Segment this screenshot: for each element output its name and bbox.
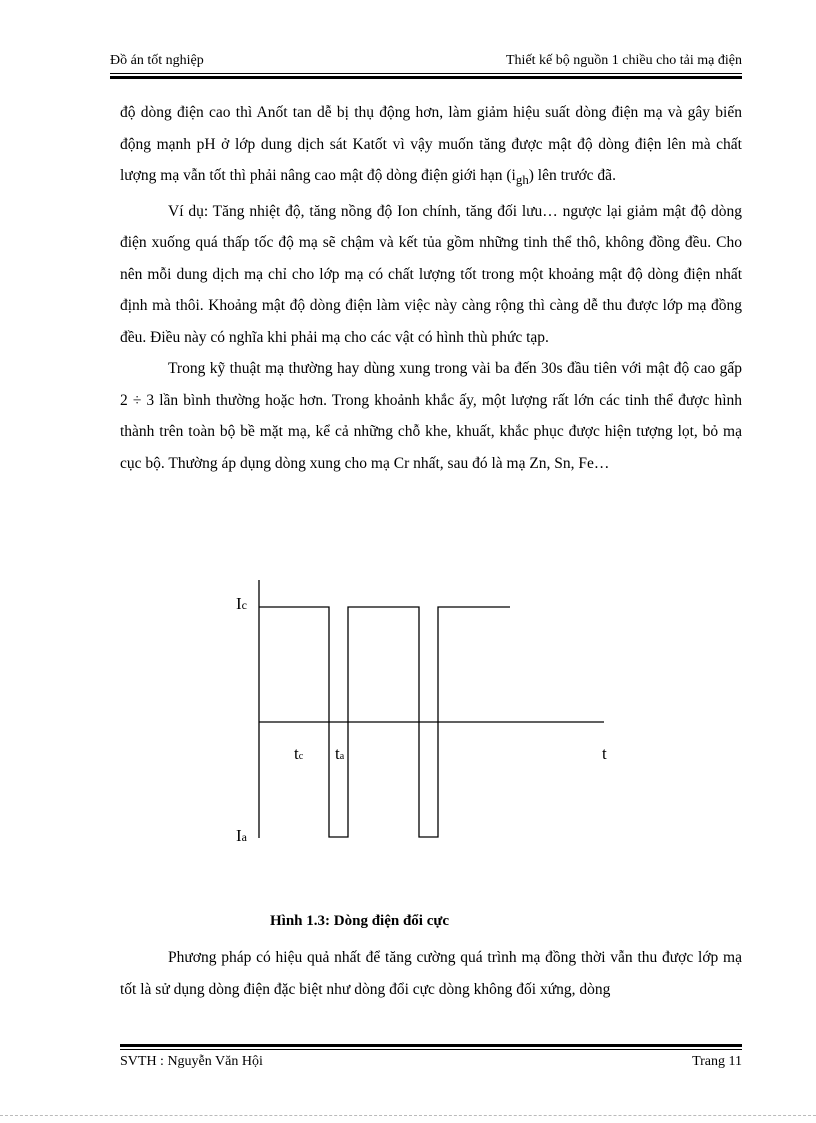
label-ia: Ia [236,826,247,845]
paragraph-2: Ví dụ: Tăng nhiệt độ, tăng nồng độ Ion chính, tăng đối lưu… ngược lại giảm mật độ dòng điện xuống quá thấp tốc độ mạ sẽ chậm và kết tủa gồm những tinh thể thô, không đồng đều. Cho nên mỗi dung dịch mạ chỉ cho lớp mạ có chất lượng tốt trong một khoảng mật độ dòng điện nhất định mà thôi. Khoảng mật độ dòng điện làm việc này càng rộng thì càng dễ thu được lớp mạ đồng đều. Điều này có nghĩa khi phải mạ cho các vật có hình thù phức tạp. [120,202,742,346]
footer-rule-thin [120,1049,742,1050]
page-boundary [0,1115,816,1116]
page-footer [120,1054,742,1074]
body-text-top [120,97,742,479]
paragraph-4: Phương pháp có hiệu quả nhất để tăng cường quá trình mạ đồng thời vẫn thu được lớp mạ tốt là sử dụng dòng điện đặc biệt như dòng đổi cực dòng không đối xứng, dòng [120,949,742,998]
paragraph-3: Trong kỹ thuật mạ thường hay dùng xung trong vài ba đến 30s đầu tiên với mật độ cao gấp 2 ÷ 3 lần bình thường hoặc hơn. Trong khoảnh khắc ấy, một lượng rất lớn các tinh thể được hình thành trên toàn bộ bề mặt mạ, kể cả những chỗ khe, khuất, khắc phục được hiện tượng lọt, bỏ mạ cục bộ. Thường áp dụng dòng xung cho mạ Cr nhất, sau đó là mạ Zn, Sn, Fe… [120,360,742,472]
footer-right: Trang 11 [692,1054,742,1069]
waveform-diagram [200,580,640,910]
label-t: t [602,744,607,763]
label-ta: ta [335,744,345,763]
figure-caption: Hình 1.3: Dòng điện đổi cực [270,913,450,929]
waveform-figure [200,580,640,910]
header-rule-thin [110,73,742,74]
header-rule-thick [110,76,742,79]
label-tc: tc [294,744,304,763]
footer-left: SVTH : Nguyễn Văn Hội [120,1054,263,1069]
header-right: Thiết kế bộ nguồn 1 chiều cho tải mạ điện [506,53,742,68]
header-left: Đồ án tốt nghiệp [110,53,204,68]
body-text-bottom [120,942,742,1005]
page-header [110,53,742,73]
paragraph-1: độ dòng điện cao thì Anốt tan dễ bị thụ động hơn, làm giảm hiệu suất dòng điện mạ và gây biến động mạnh pH ở lớp dung dịch sát Katốt vì vậy muốn tăng được mật độ dòng điện lên mà chất lượng mạ vẫn tốt thì phải nâng cao mật độ dòng điện giới hạn $(i_{gh})$ lên trước đã. [120,104,742,188]
footer-rule-thick [120,1044,742,1047]
subscript-gh: gh [515,172,529,188]
label-ic: Ic [236,594,247,613]
